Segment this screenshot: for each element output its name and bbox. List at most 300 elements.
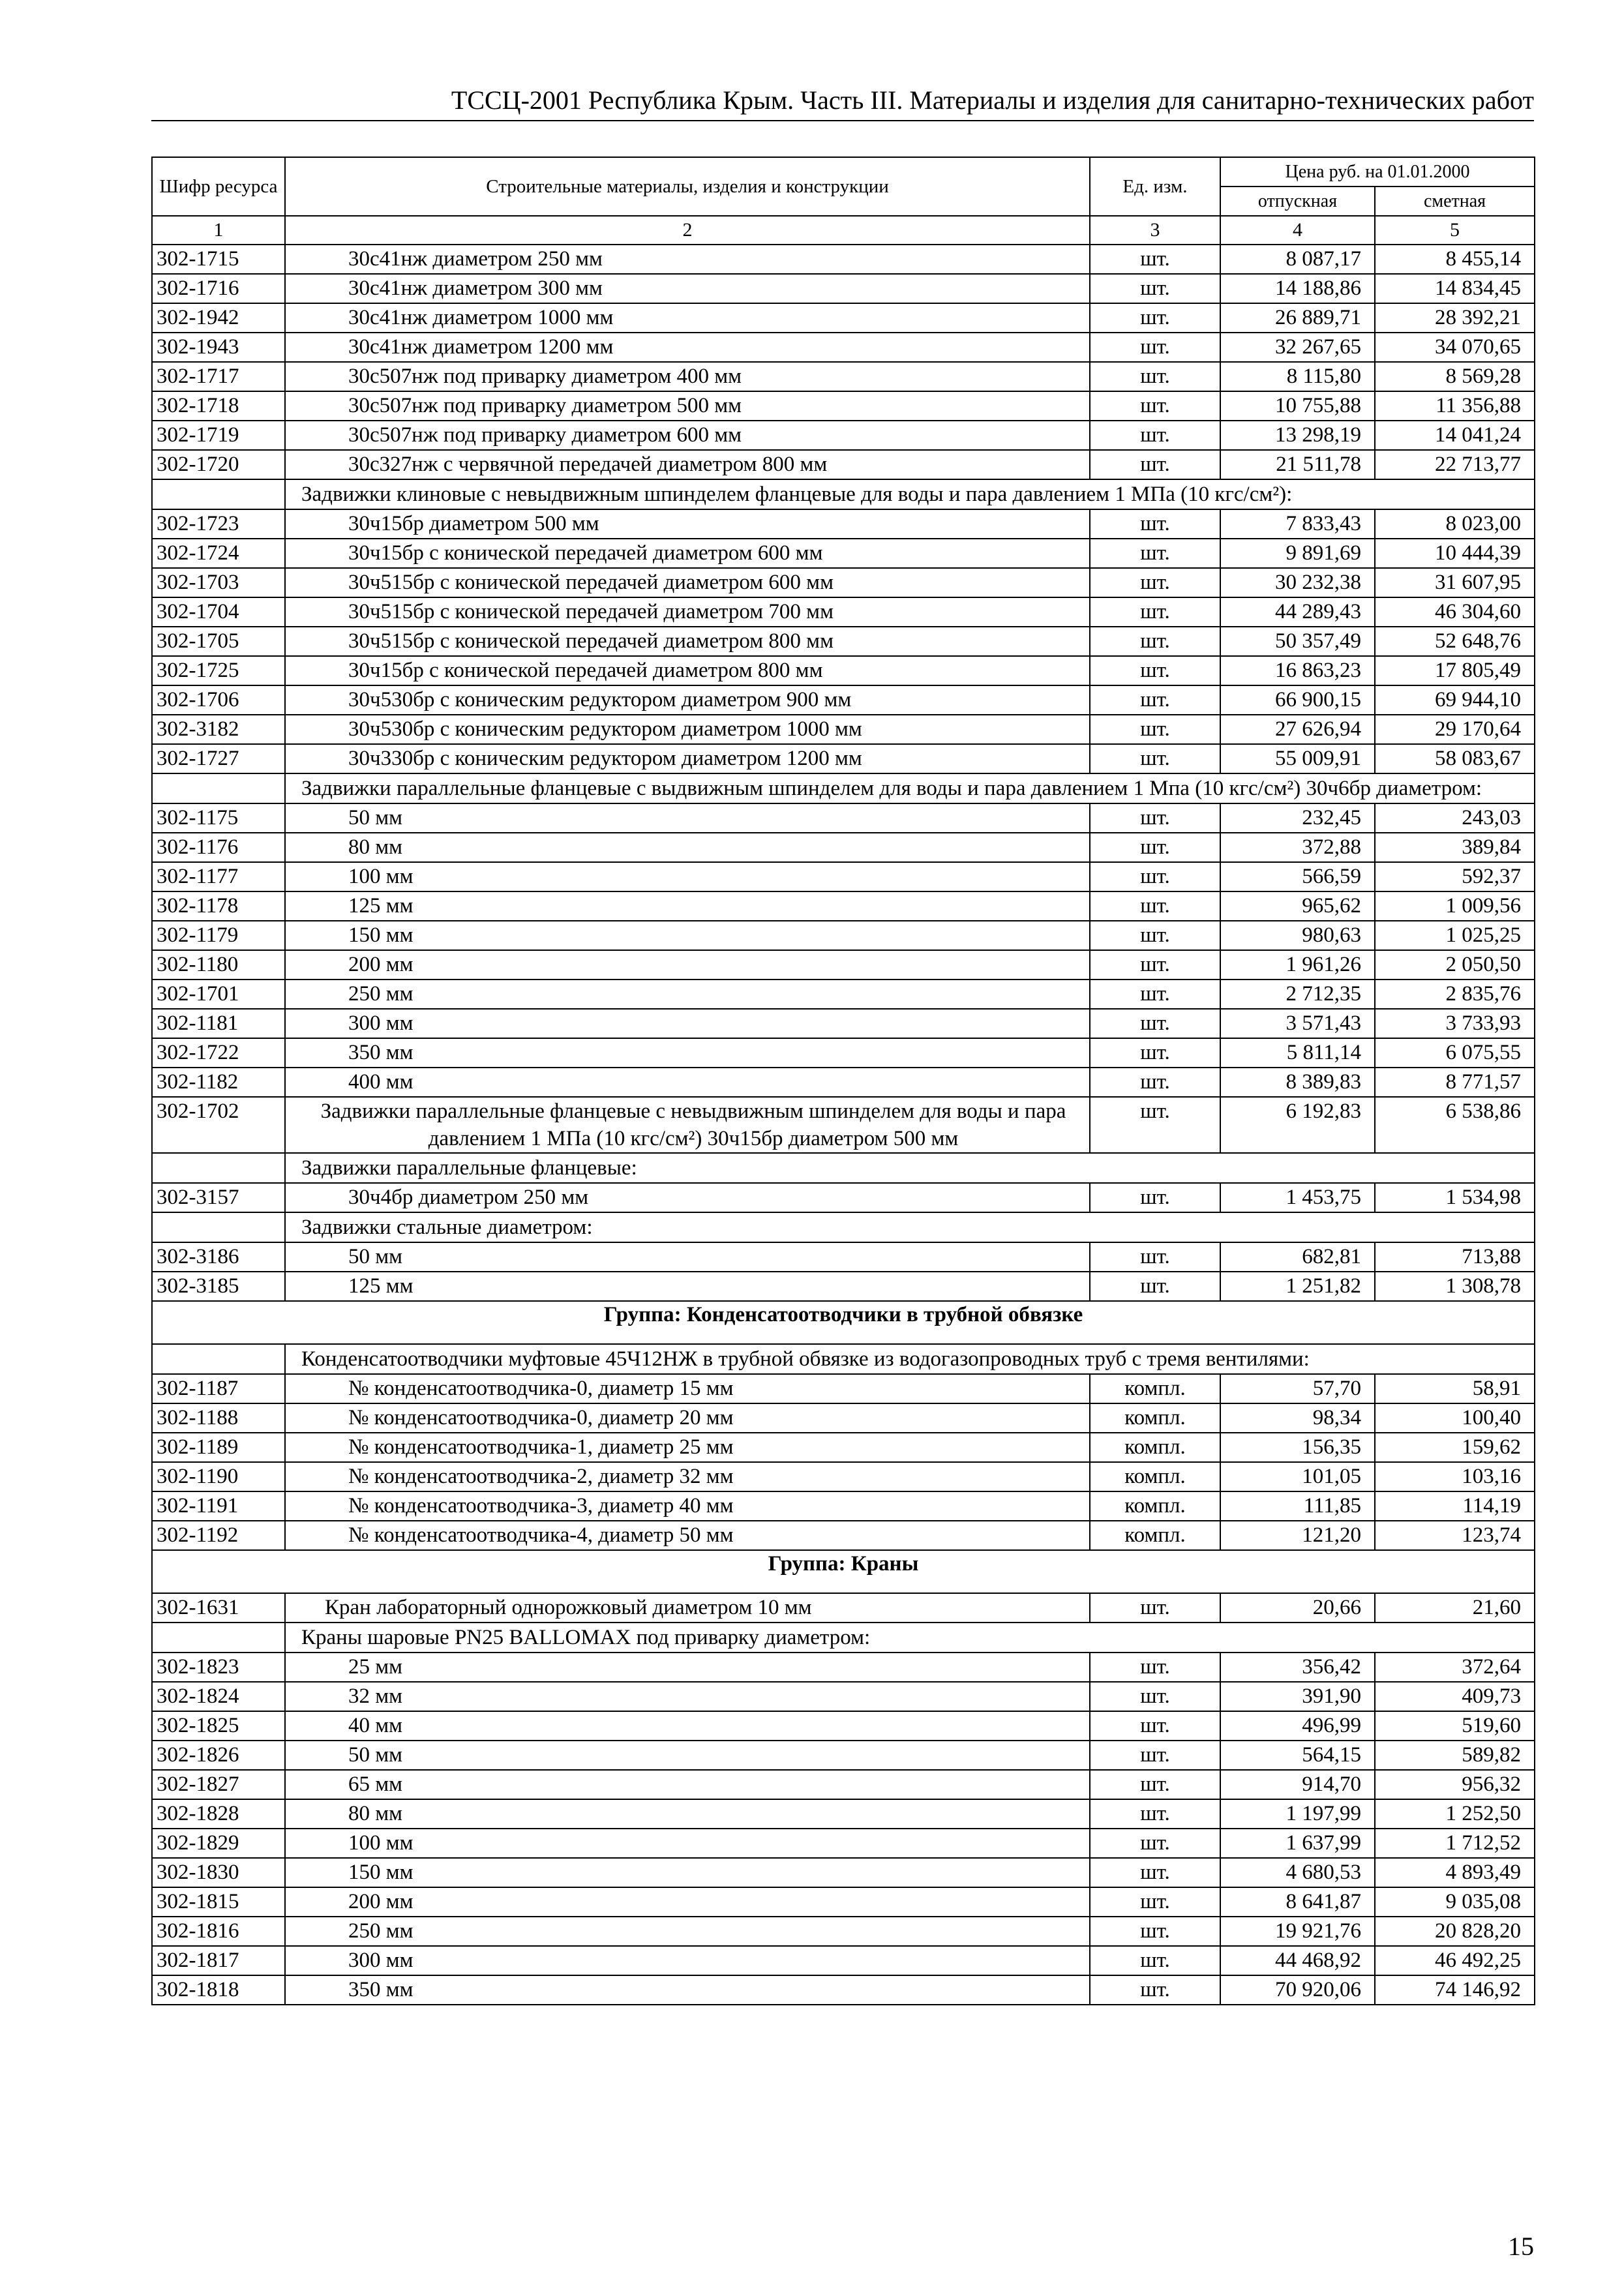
unit: шт. (1090, 1770, 1220, 1799)
material-name: 400 мм (285, 1068, 1090, 1097)
table-row (152, 1038, 1535, 1068)
table-row (152, 333, 1535, 362)
material-name: 30с41нж диаметром 1200 мм (285, 333, 1090, 362)
unit: шт. (1090, 1917, 1220, 1946)
resource-code: 302-1725 (152, 656, 285, 685)
table-row (152, 274, 1535, 303)
material-name: 40 мм (285, 1711, 1090, 1741)
resource-code: 302-1827 (152, 1770, 285, 1799)
release-price: 496,99 (1220, 1711, 1375, 1741)
release-price: 70 920,06 (1220, 1975, 1375, 2005)
release-price: 372,88 (1220, 833, 1375, 862)
resource-code: 302-1942 (152, 303, 285, 333)
unit: компл. (1090, 1403, 1220, 1433)
unit: шт. (1090, 1653, 1220, 1682)
resource-code: 302-1719 (152, 421, 285, 450)
resource-code: 302-1823 (152, 1653, 285, 1682)
resource-code: 302-1176 (152, 833, 285, 862)
estimate-price: 1 712,52 (1375, 1829, 1535, 1858)
estimate-price: 46 492,25 (1375, 1946, 1535, 1975)
estimate-price: 28 392,21 (1375, 303, 1535, 333)
table-row (152, 1593, 1535, 1623)
column-number: 1 (152, 216, 285, 245)
subsection-title: Задвижки клиновые с невыдвижным шпинделем фланцевые для воды и пара давлением 1 МПа (10 кгс/см²): (285, 479, 1535, 509)
header-rule (151, 120, 1534, 121)
table-row (152, 1975, 1535, 2005)
release-price: 1 961,26 (1220, 950, 1375, 980)
subsection-row (152, 1212, 1535, 1242)
resource-code: 302-1828 (152, 1799, 285, 1829)
unit: шт. (1090, 1009, 1220, 1038)
release-price: 2 712,35 (1220, 980, 1375, 1009)
resource-code: 302-1818 (152, 1975, 285, 2005)
material-name: 200 мм (285, 1887, 1090, 1917)
material-name: 30ч15бр с конической передачей диаметром 600 мм (285, 539, 1090, 568)
release-price: 965,62 (1220, 891, 1375, 921)
unit: шт. (1090, 1068, 1220, 1097)
table-row (152, 1242, 1535, 1272)
release-price: 7 833,43 (1220, 509, 1375, 539)
release-price: 156,35 (1220, 1433, 1375, 1462)
table-row (152, 1462, 1535, 1491)
release-price: 98,34 (1220, 1403, 1375, 1433)
estimate-price: 519,60 (1375, 1711, 1535, 1741)
estimate-price: 74 146,92 (1375, 1975, 1535, 2005)
unit: шт. (1090, 1799, 1220, 1829)
subsection-row (152, 773, 1535, 803)
release-price: 30 232,38 (1220, 568, 1375, 597)
estimate-price: 58 083,67 (1375, 744, 1535, 773)
unit: шт. (1090, 391, 1220, 421)
table-row (152, 833, 1535, 862)
unit: компл. (1090, 1521, 1220, 1550)
table-row (152, 597, 1535, 627)
release-price: 8 115,80 (1220, 362, 1375, 391)
estimate-price: 17 805,49 (1375, 656, 1535, 685)
material-name: № конденсатоотводчика-0, диаметр 15 мм (285, 1374, 1090, 1403)
estimate-price: 114,19 (1375, 1491, 1535, 1521)
material-name: 30с327нж с червячной передачей диаметром 800 мм (285, 450, 1090, 479)
column-header-code: Шифр ресурса (152, 157, 285, 216)
table-row (152, 1711, 1535, 1741)
material-name: 30ч530бр с коническим редуктором диаметром 900 мм (285, 685, 1090, 715)
column-number: 2 (285, 216, 1090, 245)
table-row (152, 303, 1535, 333)
resource-code: 302-1631 (152, 1593, 285, 1623)
table-row (152, 391, 1535, 421)
release-price: 50 357,49 (1220, 627, 1375, 656)
subsection-row (152, 1153, 1535, 1183)
unit: шт. (1090, 891, 1220, 921)
unit: шт. (1090, 656, 1220, 685)
estimate-price: 34 070,65 (1375, 333, 1535, 362)
table-row (152, 1183, 1535, 1212)
estimate-price: 8 455,14 (1375, 245, 1535, 274)
release-price: 682,81 (1220, 1242, 1375, 1272)
release-price: 55 009,91 (1220, 744, 1375, 773)
release-price: 32 267,65 (1220, 333, 1375, 362)
table-row (152, 450, 1535, 479)
table-row (152, 891, 1535, 921)
subsection-spacer (152, 479, 285, 509)
material-name: 80 мм (285, 1799, 1090, 1829)
material-name: 200 мм (285, 950, 1090, 980)
table-row (152, 803, 1535, 833)
material-name: Кран лабораторный однорожковый диаметром 10 мм (285, 1593, 1090, 1623)
unit: шт. (1090, 1741, 1220, 1770)
material-name: 65 мм (285, 1770, 1090, 1799)
material-name: 250 мм (285, 980, 1090, 1009)
material-name: № конденсатоотводчика-2, диаметр 32 мм (285, 1462, 1090, 1491)
table-row (152, 1858, 1535, 1887)
estimate-price: 58,91 (1375, 1374, 1535, 1403)
resource-code: 302-1723 (152, 509, 285, 539)
table-row (152, 1521, 1535, 1550)
resource-code: 302-1187 (152, 1374, 285, 1403)
material-name: 30с507нж под приварку диаметром 500 мм (285, 391, 1090, 421)
unit: шт. (1090, 245, 1220, 274)
unit: шт. (1090, 1272, 1220, 1301)
release-price: 1 637,99 (1220, 1829, 1375, 1858)
material-name: 125 мм (285, 1272, 1090, 1301)
unit: шт. (1090, 921, 1220, 950)
unit: шт. (1090, 715, 1220, 744)
unit: шт. (1090, 509, 1220, 539)
column-header-estimate-price: сметная (1375, 187, 1535, 216)
subsection-row (152, 1623, 1535, 1653)
group-row (152, 1550, 1535, 1593)
table-row (152, 1433, 1535, 1462)
resource-code: 302-1182 (152, 1068, 285, 1097)
release-price: 9 891,69 (1220, 539, 1375, 568)
material-name: 50 мм (285, 1242, 1090, 1272)
estimate-price: 2 050,50 (1375, 950, 1535, 980)
resource-code: 302-1816 (152, 1917, 285, 1946)
resource-code: 302-1706 (152, 685, 285, 715)
resource-code: 302-1826 (152, 1741, 285, 1770)
running-header: ТССЦ-2001 Республика Крым. Часть III. Материалы и изделия для санитарно-технических работ (451, 85, 1534, 115)
unit: шт. (1090, 1711, 1220, 1741)
material-name: 100 мм (285, 862, 1090, 891)
release-price: 564,15 (1220, 1741, 1375, 1770)
estimate-price: 243,03 (1375, 803, 1535, 833)
release-price: 20,66 (1220, 1593, 1375, 1623)
material-name: 30ч515бр с конической передачей диаметром 800 мм (285, 627, 1090, 656)
table-row (152, 568, 1535, 597)
release-price: 10 755,88 (1220, 391, 1375, 421)
column-number: 5 (1375, 216, 1535, 245)
unit: компл. (1090, 1433, 1220, 1462)
column-header-release-price: отпускная (1220, 187, 1375, 216)
material-name: 30ч15бр с конической передачей диаметром 800 мм (285, 656, 1090, 685)
table-row (152, 950, 1535, 980)
estimate-price: 1 009,56 (1375, 891, 1535, 921)
estimate-price: 29 170,64 (1375, 715, 1535, 744)
material-name: 30с507нж под приварку диаметром 600 мм (285, 421, 1090, 450)
estimate-price: 52 648,76 (1375, 627, 1535, 656)
material-name: № конденсатоотводчика-4, диаметр 50 мм (285, 1521, 1090, 1550)
table-row (152, 1491, 1535, 1521)
resource-code: 302-1829 (152, 1829, 285, 1858)
estimate-price: 14 834,45 (1375, 274, 1535, 303)
table-row (152, 715, 1535, 744)
resource-code: 302-1190 (152, 1462, 285, 1491)
table-row (152, 1374, 1535, 1403)
resource-code: 302-1722 (152, 1038, 285, 1068)
table-row (152, 509, 1535, 539)
resource-code: 302-1724 (152, 539, 285, 568)
estimate-price: 1 308,78 (1375, 1272, 1535, 1301)
estimate-price: 14 041,24 (1375, 421, 1535, 450)
table-row (152, 1009, 1535, 1038)
table-row (152, 1403, 1535, 1433)
material-name: 30ч15бр диаметром 500 мм (285, 509, 1090, 539)
unit: шт. (1090, 833, 1220, 862)
release-price: 3 571,43 (1220, 1009, 1375, 1038)
release-price: 356,42 (1220, 1653, 1375, 1682)
estimate-price: 713,88 (1375, 1242, 1535, 1272)
estimate-price: 11 356,88 (1375, 391, 1535, 421)
release-price: 44 289,43 (1220, 597, 1375, 627)
unit: шт. (1090, 597, 1220, 627)
unit: шт. (1090, 685, 1220, 715)
table-row (152, 421, 1535, 450)
release-price: 13 298,19 (1220, 421, 1375, 450)
resource-code: 302-1705 (152, 627, 285, 656)
release-price: 19 921,76 (1220, 1917, 1375, 1946)
release-price: 44 468,92 (1220, 1946, 1375, 1975)
unit: шт. (1090, 980, 1220, 1009)
material-name: 300 мм (285, 1946, 1090, 1975)
unit: шт. (1090, 1593, 1220, 1623)
estimate-price: 6 075,55 (1375, 1038, 1535, 1068)
unit: шт. (1090, 1946, 1220, 1975)
material-name: 350 мм (285, 1038, 1090, 1068)
release-price: 6 192,83 (1220, 1097, 1375, 1153)
resource-code: 302-1701 (152, 980, 285, 1009)
resource-code: 302-1718 (152, 391, 285, 421)
release-price: 16 863,23 (1220, 656, 1375, 685)
unit: шт. (1090, 1887, 1220, 1917)
table-row (152, 1682, 1535, 1711)
subsection-title: Задвижки стальные диаметром: (285, 1212, 1535, 1242)
release-price: 26 889,71 (1220, 303, 1375, 333)
unit: компл. (1090, 1374, 1220, 1403)
resource-code: 302-1720 (152, 450, 285, 479)
release-price: 1 251,82 (1220, 1272, 1375, 1301)
material-name: № конденсатоотводчика-3, диаметр 40 мм (285, 1491, 1090, 1521)
estimate-price: 589,82 (1375, 1741, 1535, 1770)
resource-code: 302-1704 (152, 597, 285, 627)
material-name: 30с41нж диаметром 300 мм (285, 274, 1090, 303)
subsection-title: Задвижки параллельные фланцевые с выдвижным шпинделем для воды и пара давлением 1 Мпа (10 кгс/см²) 30ч6бр диаметром: (285, 773, 1535, 803)
material-name: 125 мм (285, 891, 1090, 921)
unit: шт. (1090, 1858, 1220, 1887)
material-name: 30ч4бр диаметром 250 мм (285, 1183, 1090, 1212)
subsection-row (152, 1344, 1535, 1374)
estimate-price: 123,74 (1375, 1521, 1535, 1550)
table-row (152, 245, 1535, 274)
resource-code: 302-1717 (152, 362, 285, 391)
resource-code: 302-1178 (152, 891, 285, 921)
estimate-price: 8 023,00 (1375, 509, 1535, 539)
unit: шт. (1090, 862, 1220, 891)
table-row (152, 539, 1535, 568)
estimate-price: 1 252,50 (1375, 1799, 1535, 1829)
column-header-name: Строительные материалы, изделия и конструкции (285, 157, 1090, 216)
resource-code: 302-1702 (152, 1097, 285, 1153)
material-name: 300 мм (285, 1009, 1090, 1038)
table-row (152, 744, 1535, 773)
unit: шт. (1090, 303, 1220, 333)
unit: шт. (1090, 539, 1220, 568)
subsection-spacer (152, 1623, 285, 1653)
estimate-price: 1 025,25 (1375, 921, 1535, 950)
material-name: 50 мм (285, 1741, 1090, 1770)
resource-code: 302-3186 (152, 1242, 285, 1272)
resource-code: 302-1703 (152, 568, 285, 597)
table-row (152, 1829, 1535, 1858)
subsection-spacer (152, 773, 285, 803)
material-name: 50 мм (285, 803, 1090, 833)
subsection-row (152, 479, 1535, 509)
estimate-price: 956,32 (1375, 1770, 1535, 1799)
material-name: 30с507нж под приварку диаметром 400 мм (285, 362, 1090, 391)
resource-code: 302-1179 (152, 921, 285, 950)
release-price: 8 641,87 (1220, 1887, 1375, 1917)
subsection-title: Краны шаровые PN25 BALLOMAX под приварку диаметром: (285, 1623, 1535, 1653)
estimate-price: 372,64 (1375, 1653, 1535, 1682)
table-row (152, 1653, 1535, 1682)
estimate-price: 69 944,10 (1375, 685, 1535, 715)
resource-code: 302-1188 (152, 1403, 285, 1433)
material-name: Задвижки параллельные фланцевые с невыдвижным шпинделем для воды и пара давлением 1 МПа (10 кгс/см²) 30ч15бр диаметром 500 мм (285, 1097, 1090, 1153)
table-header-row (152, 157, 1535, 187)
column-header-price: Цена руб. на 01.01.2000 (1220, 157, 1535, 187)
release-price: 1 453,75 (1220, 1183, 1375, 1212)
table-row (152, 1917, 1535, 1946)
estimate-price: 46 304,60 (1375, 597, 1535, 627)
column-number-row (152, 216, 1535, 245)
estimate-price: 4 893,49 (1375, 1858, 1535, 1887)
unit: шт. (1090, 333, 1220, 362)
estimate-price: 10 444,39 (1375, 539, 1535, 568)
unit: шт. (1090, 803, 1220, 833)
estimate-price: 159,62 (1375, 1433, 1535, 1462)
table-row (152, 362, 1535, 391)
page-number: 15 (1508, 2232, 1534, 2261)
resource-code: 302-1191 (152, 1491, 285, 1521)
estimate-price: 8 771,57 (1375, 1068, 1535, 1097)
subsection-title: Задвижки параллельные фланцевые: (285, 1153, 1535, 1183)
resource-code: 302-3157 (152, 1183, 285, 1212)
resource-code: 302-1189 (152, 1433, 285, 1462)
resource-code: 302-1181 (152, 1009, 285, 1038)
estimate-price: 22 713,77 (1375, 450, 1535, 479)
unit: шт. (1090, 950, 1220, 980)
release-price: 27 626,94 (1220, 715, 1375, 744)
subsection-spacer (152, 1344, 285, 1374)
table-row (152, 980, 1535, 1009)
subsection-spacer (152, 1153, 285, 1183)
release-price: 391,90 (1220, 1682, 1375, 1711)
table-row (152, 1097, 1535, 1153)
column-number: 4 (1220, 216, 1375, 245)
estimate-price: 3 733,93 (1375, 1009, 1535, 1038)
subsection-spacer (152, 1212, 285, 1242)
resource-code: 302-1716 (152, 274, 285, 303)
resource-code: 302-1830 (152, 1858, 285, 1887)
release-price: 566,59 (1220, 862, 1375, 891)
price-table (151, 157, 1535, 2005)
resource-code: 302-1192 (152, 1521, 285, 1550)
unit: шт. (1090, 450, 1220, 479)
release-price: 121,20 (1220, 1521, 1375, 1550)
material-name: 80 мм (285, 833, 1090, 862)
estimate-price: 6 538,86 (1375, 1097, 1535, 1153)
release-price: 8 087,17 (1220, 245, 1375, 274)
table-row (152, 1946, 1535, 1975)
estimate-price: 389,84 (1375, 833, 1535, 862)
release-price: 5 811,14 (1220, 1038, 1375, 1068)
unit: компл. (1090, 1491, 1220, 1521)
resource-code: 302-1824 (152, 1682, 285, 1711)
material-name: 25 мм (285, 1653, 1090, 1682)
release-price: 21 511,78 (1220, 450, 1375, 479)
release-price: 980,63 (1220, 921, 1375, 950)
unit: шт. (1090, 627, 1220, 656)
table-row (152, 685, 1535, 715)
release-price: 4 680,53 (1220, 1858, 1375, 1887)
estimate-price: 21,60 (1375, 1593, 1535, 1623)
release-price: 232,45 (1220, 803, 1375, 833)
release-price: 111,85 (1220, 1491, 1375, 1521)
material-name: № конденсатоотводчика-1, диаметр 25 мм (285, 1433, 1090, 1462)
table-row (152, 1068, 1535, 1097)
release-price: 66 900,15 (1220, 685, 1375, 715)
unit: шт. (1090, 1975, 1220, 2005)
material-name: 30ч330бр с коническим редуктором диаметром 1200 мм (285, 744, 1090, 773)
unit: шт. (1090, 744, 1220, 773)
release-price: 101,05 (1220, 1462, 1375, 1491)
unit: шт. (1090, 1038, 1220, 1068)
resource-code: 302-1727 (152, 744, 285, 773)
table-row (152, 627, 1535, 656)
resource-code: 302-1177 (152, 862, 285, 891)
subsection-title: Конденсатоотводчики муфтовые 45Ч12НЖ в трубной обвязке из водогазопроводных труб с тремя вентилями: (285, 1344, 1535, 1374)
estimate-price: 592,37 (1375, 862, 1535, 891)
unit: шт. (1090, 1829, 1220, 1858)
estimate-price: 2 835,76 (1375, 980, 1535, 1009)
unit: шт. (1090, 362, 1220, 391)
unit: шт. (1090, 1682, 1220, 1711)
table-row (152, 921, 1535, 950)
resource-code: 302-3182 (152, 715, 285, 744)
material-name: 30с41нж диаметром 1000 мм (285, 303, 1090, 333)
unit: шт. (1090, 274, 1220, 303)
table-row (152, 656, 1535, 685)
release-price: 14 188,86 (1220, 274, 1375, 303)
material-name: 30ч515бр с конической передачей диаметром 700 мм (285, 597, 1090, 627)
resource-code: 302-1715 (152, 245, 285, 274)
estimate-price: 103,16 (1375, 1462, 1535, 1491)
material-name: 30ч515бр с конической передачей диаметром 600 мм (285, 568, 1090, 597)
unit: шт. (1090, 421, 1220, 450)
release-price: 914,70 (1220, 1770, 1375, 1799)
estimate-price: 1 534,98 (1375, 1183, 1535, 1212)
material-name: 350 мм (285, 1975, 1090, 2005)
estimate-price: 20 828,20 (1375, 1917, 1535, 1946)
